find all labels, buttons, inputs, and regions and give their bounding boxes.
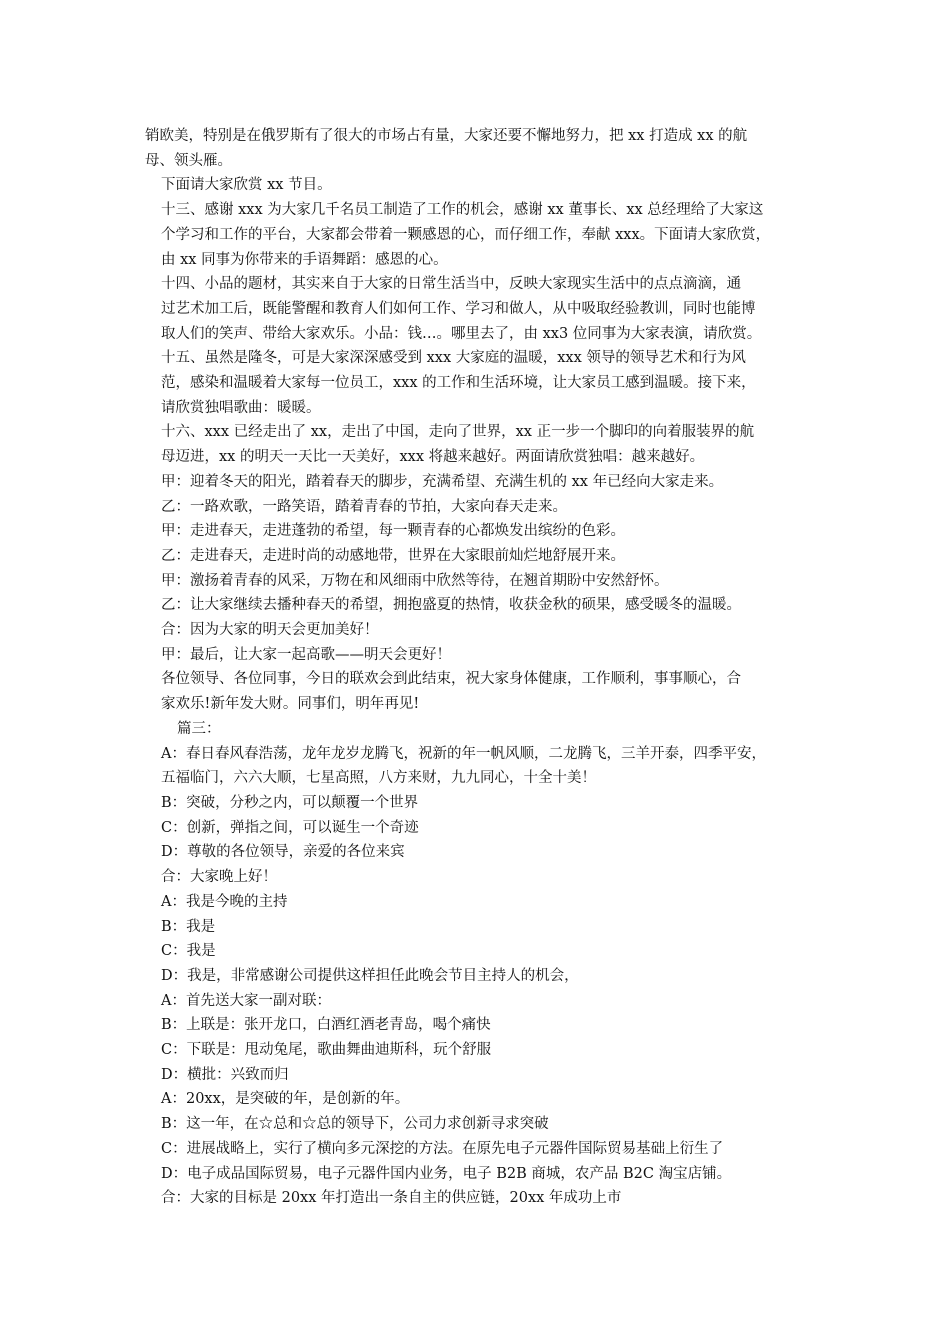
paragraph (145, 742, 830, 791)
text-line: 篇三： (177, 720, 221, 737)
paragraph (145, 1162, 830, 1187)
paragraph (145, 964, 830, 989)
text-line: B：上联是：张开龙口，白酒红酒老青岛，喝个痛快 (161, 1017, 491, 1034)
paragraph (145, 173, 830, 198)
section-heading (145, 717, 830, 742)
paragraph (145, 1063, 830, 1088)
text-line: 下面请大家欣赏 xx 节目。 (161, 177, 332, 194)
text-line: 十五、虽然是隆冬，可是大家深深感受到 xxx 大家庭的温暖，xxx 领导的领导艺术和行为风 (161, 350, 746, 367)
text-line: 取人们的笑声、带给大家欢乐。小品：钱…。哪里去了，由 xx3 位同事为大家表演，请欣赏。 (161, 325, 762, 342)
text-line: 合：大家的目标是 20xx 年打造出一条自主的供应链，20xx 年成功上市 (161, 1190, 622, 1207)
text-line: C：我是 (161, 943, 216, 960)
paragraph (145, 1013, 830, 1038)
text-line: 个学习和工作的平台，大家都会带着一颗感恩的心，而仔细工作，奉献 xxx。下面请大家欣赏， (161, 226, 771, 243)
paragraph (145, 667, 830, 716)
paragraph (145, 346, 830, 420)
text-line: 五福临门，六六大顺，七星高照，八方来财，九九同心，十全十美！ (161, 770, 596, 787)
paragraph (145, 890, 830, 915)
paragraph (145, 272, 830, 346)
text-line: D：尊敬的各位领导，亲爱的各位来宾 (161, 844, 405, 861)
text-line: 请欣赏独唱歌曲：暖暖。 (161, 399, 321, 416)
text-line: 过艺术加工后，既能警醒和教育人们如何工作、学习和做人，从中吸取经验教训，同时也能博 (161, 300, 756, 317)
text-line: 家欢乐!新年发大财。同事们，明年再见! (161, 696, 420, 713)
text-line: 各位领导、各位同事，今日的联欢会到此结束，祝大家身体健康，工作顺利，事事顺心，合 (161, 671, 741, 688)
text-line: 母、领头雁。 (145, 152, 232, 169)
paragraph (145, 643, 830, 668)
text-line: 甲：走进春天，走进蓬勃的希望，每一颗青春的心都焕发出缤纷的色彩。 (161, 523, 625, 540)
paragraph (145, 1112, 830, 1137)
text-line: A：20xx，是突破的年，是创新的年。 (161, 1091, 410, 1108)
paragraph (145, 618, 830, 643)
paragraph (145, 544, 830, 569)
text-line: D：电子成品国际贸易，电子元器件国内业务，电子 B2B 商城，农产品 B2C 淘宝店铺。 (161, 1165, 732, 1182)
text-line: B：突破，分秒之内，可以颠覆一个世界 (161, 794, 419, 811)
text-line: D：横批：兴致而归 (161, 1066, 289, 1083)
paragraph (145, 495, 830, 520)
text-line: 合：大家晚上好！ (161, 869, 277, 886)
text-line: 母迈进，xx 的明天一天比一天美好，xxx 将越来越好。两面请欣赏独唱：越来越好。 (161, 449, 705, 466)
text-line: 乙：走进春天，走进时尚的动感地带，世界在大家眼前灿烂地舒展开来。 (161, 547, 625, 564)
paragraph (145, 124, 830, 173)
paragraph (145, 840, 830, 865)
paragraph (145, 420, 830, 469)
text-line: 十六、xxx 已经走出了 xx，走出了中国，走向了世界，xx 正一步一个脚印的向着服装界的航 (161, 424, 755, 441)
paragraph (145, 198, 830, 272)
text-line: B：我是 (161, 918, 216, 935)
text-line: 甲：迎着冬天的阳光，踏着春天的脚步，充满希望、充满生机的 xx 年已经向大家走来。 (161, 473, 724, 490)
text-line: 十四、小品的题材，其实来自于大家的日常生活当中，反映大家现实生活中的点点滴滴，通 (161, 276, 741, 293)
text-line: A：春日春风春浩荡，龙年龙岁龙腾飞，祝新的年一帆风顺，二龙腾飞，三羊开泰，四季平安， (161, 745, 766, 762)
text-line: 甲：最后，让大家一起高歌——明天会更好！ (161, 646, 451, 663)
paragraph (145, 915, 830, 940)
text-line: A：首先送大家一副对联： (161, 992, 331, 1009)
paragraph (145, 989, 830, 1014)
text-line: B：这一年，在☆总和☆总的领导下，公司力求创新寻求突破 (161, 1116, 549, 1133)
text-line: 销欧美，特别是在俄罗斯有了很大的市场占有量，大家还要不懈地努力，把 xx 打造成 xx 的航 (145, 128, 748, 144)
text-line: 乙：一路欢歌，一路笑语，踏着青春的节拍，大家向春天走来。 (161, 498, 567, 515)
paragraph (145, 569, 830, 594)
text-line: 合：因为大家的明天会更加美好！ (161, 622, 379, 639)
paragraph (145, 519, 830, 544)
text-line: 由 xx 同事为你带来的手语舞蹈：感恩的心。 (161, 251, 448, 268)
text-line: C：进展战略上，实行了横向多元深挖的方法。在原先电子元器件国际贸易基础上衍生了 (161, 1140, 724, 1157)
paragraph (145, 816, 830, 841)
text-line: C：创新，弹指之间，可以诞生一个奇迹 (161, 819, 419, 836)
paragraph (145, 1137, 830, 1162)
text-line: D：我是，非常感谢公司提供这样担任此晚会节目主持人的机会， (161, 967, 579, 984)
paragraph (145, 1186, 830, 1211)
text-line: A：我是今晚的主持 (161, 893, 288, 910)
text-line: C：下联是：甩动兔尾，歌曲舞曲迪斯科，玩个舒服 (161, 1042, 492, 1059)
paragraph (145, 470, 830, 495)
text-line: 乙：让大家继续去播种春天的希望，拥抱盛夏的热情，收获金秋的硕果，感受暖冬的温暖。 (161, 597, 741, 614)
text-line: 十三、感谢 xxx 为大家几千名员工制造了工作的机会，感谢 xx 董事长、xx 总经理给了大家这 (161, 202, 764, 219)
paragraph (145, 1038, 830, 1063)
paragraph (145, 593, 830, 618)
paragraph (145, 1087, 830, 1112)
paragraph (145, 865, 830, 890)
paragraph (145, 939, 830, 964)
paragraph (145, 791, 830, 816)
text-line: 甲：激扬着青春的风采，万物在和风细雨中欣然等待，在翘首期盼中安然舒怀。 (161, 572, 669, 589)
text-line: 范，感染和温暖着大家每一位员工，xxx 的工作和生活环境，让大家员工感到温暖。接下来， (161, 375, 756, 392)
